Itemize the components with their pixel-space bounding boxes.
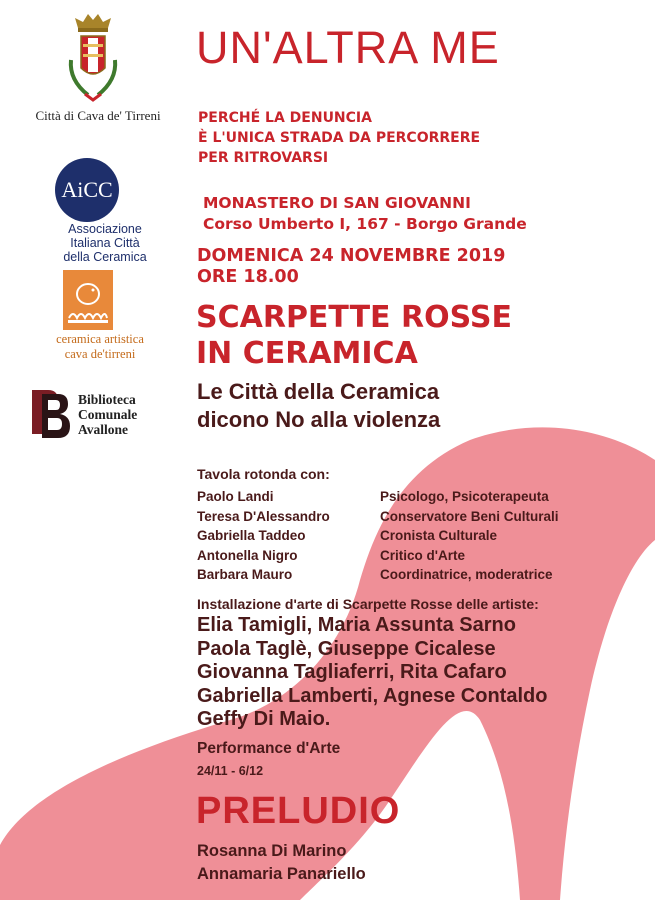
- ceramica-label: [40, 332, 160, 362]
- biblioteca-label-line: Biblioteca: [78, 392, 136, 407]
- speaker-name: Barbara Mauro: [197, 567, 293, 582]
- aicc-label-line: della Ceramica: [63, 250, 147, 264]
- performance-dates: 24/11 - 6/12: [197, 764, 264, 778]
- event-title-line: SCARPETTE ROSSE: [196, 300, 512, 335]
- speaker-role: Psicologo, Psicoterapeuta: [380, 489, 549, 504]
- performer-name: Rosanna Di Marino: [197, 842, 347, 860]
- tagline-line: Le Città della Ceramica: [197, 379, 440, 404]
- performer-list: [197, 840, 366, 886]
- biblioteca-label: [78, 392, 137, 437]
- poster-title: UN'ALTRA ME: [196, 22, 500, 73]
- venue-name: MONASTERO DI SAN GIOVANNI: [203, 194, 471, 212]
- artist-line: Paola Taglè, Giuseppe Cicalese: [197, 637, 496, 660]
- speaker-role: Critico d'Arte: [380, 547, 465, 563]
- speaker-name: Paolo Landi: [197, 489, 274, 504]
- artist-line: Giovanna Tagliaferri, Rita Cafaro: [197, 661, 507, 683]
- aicc-label: [40, 222, 170, 264]
- poster-subtitle: [198, 108, 480, 168]
- speaker-role: Conservatore Beni Culturali: [380, 508, 559, 524]
- speaker-role: Cronista Culturale: [380, 528, 498, 543]
- performance-title: PRELUDIO: [196, 790, 401, 832]
- artist-line: Gabriella Lamberti, Agnese Contaldo: [197, 684, 548, 707]
- city-label: Città di Cava de' Tirreni: [35, 108, 161, 123]
- artist-line: Geffy Di Maio.: [197, 708, 331, 730]
- roundtable-list: [197, 487, 559, 585]
- subtitle-line: PERCHÉ LA DENUNCIA: [198, 110, 372, 126]
- event-title-line: IN CERAMICA: [196, 336, 418, 371]
- biblioteca-label-line: Comunale: [78, 407, 138, 422]
- event-title: [196, 300, 512, 372]
- aicc-logo-icon: AiCC: [55, 158, 119, 222]
- biblioteca-logo-icon: [28, 386, 72, 440]
- tagline-line: dicono No alla violenza: [197, 407, 441, 432]
- city-coat-of-arms-icon: [63, 10, 123, 105]
- biblioteca-label-line: Avallone: [78, 422, 128, 437]
- roundtable-heading: Tavola rotonda con:: [197, 466, 330, 482]
- speaker-row: [197, 526, 559, 546]
- performance-heading: Performance d'Arte: [197, 740, 341, 757]
- aicc-label-line: Italiana Città: [70, 236, 140, 250]
- aicc-label-line: Associazione: [68, 222, 142, 236]
- speaker-name: Antonella Nigro: [197, 547, 298, 563]
- ceramica-bird-logo-icon: [63, 270, 113, 330]
- event-time: ORE 18.00: [197, 267, 299, 287]
- venue: [203, 193, 527, 235]
- speaker-row: [197, 507, 559, 527]
- speaker-role: Coordinatrice, moderatrice: [380, 567, 553, 582]
- event-datetime: [197, 246, 505, 288]
- speaker-name: Gabriella Taddeo: [197, 528, 306, 543]
- installation-heading: Installazione d'arte di Scarpette Rosse delle artiste:: [197, 596, 539, 612]
- speaker-name: Teresa D'Alessandro: [197, 508, 330, 524]
- artist-line: Elia Tamigli, Maria Assunta Sarno: [197, 614, 516, 636]
- subtitle-line: PER RITROVARSI: [198, 150, 329, 166]
- event-tagline: [197, 378, 440, 434]
- venue-address: Corso Umberto I, 167 - Borgo Grande: [203, 215, 527, 233]
- ceramica-label-line: ceramica artistica: [56, 332, 144, 346]
- subtitle-line: È L'UNICA STRADA DA PERCORRERE: [198, 130, 481, 146]
- speaker-row: [197, 565, 559, 585]
- event-date: DOMENICA 24 NOVEMBRE 2019: [197, 246, 506, 266]
- speaker-row: [197, 546, 559, 566]
- artist-list: [197, 614, 547, 732]
- speaker-row: [197, 487, 559, 507]
- performer-name: Annamaria Panariello: [197, 865, 366, 883]
- ceramica-label-line: cava de'tirreni: [64, 347, 136, 361]
